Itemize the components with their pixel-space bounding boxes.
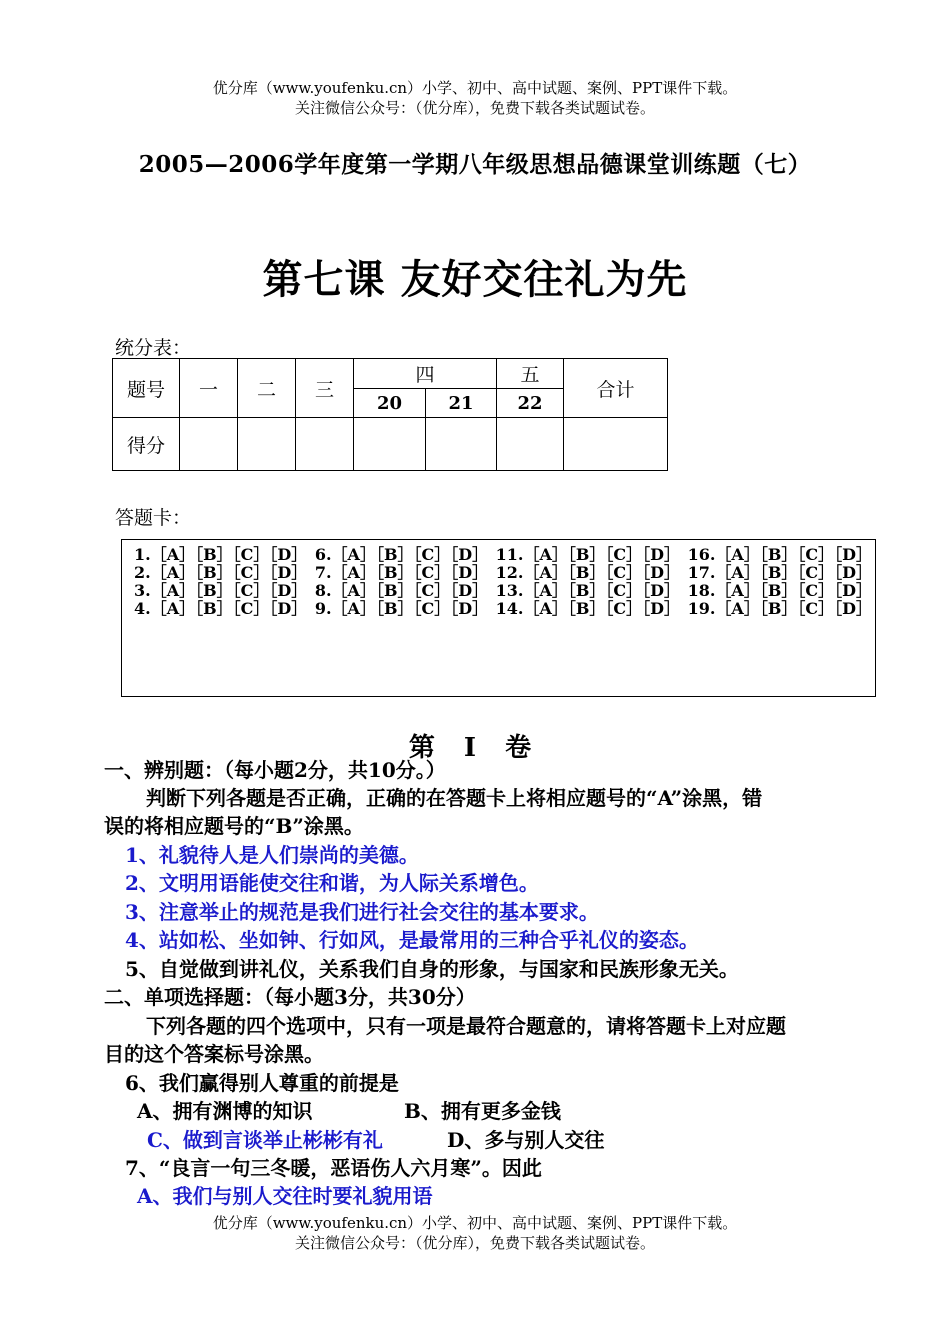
score-sub-22: 22 xyxy=(497,389,564,418)
answer-card-line-4: 4.［A］［B］［C］［D］ 9.［A］［B］［C］［D］ 14.［A］［B］［C］［D］ 19.［A］［B］［C］［D］ xyxy=(134,599,872,618)
score-cell[interactable] xyxy=(180,418,238,471)
lesson-title: 第七课 友好交往礼为先 xyxy=(262,256,688,303)
section1-instruction-2: 误的将相应题号的“B”涂黑。 xyxy=(104,814,364,838)
answer-card xyxy=(121,539,876,697)
question-1: 1、礼貌待人是人们崇尚的美德。 xyxy=(125,843,419,867)
question-6-option-a: A、拥有渊博的知识 xyxy=(137,1099,313,1123)
score-table xyxy=(112,358,668,471)
score-col-5: 五 xyxy=(497,359,564,389)
section2-instruction-2: 目的这个答案标号涂黑。 xyxy=(104,1042,324,1066)
score-cell[interactable] xyxy=(354,418,426,471)
score-cell[interactable] xyxy=(238,418,296,471)
header-line-1: 优分库（www.youfenku.cn）小学、初中、高中试题、案例、PPT课件下载。 xyxy=(212,79,738,97)
score-col-1: 一 xyxy=(180,359,238,418)
score-sub-20: 20 xyxy=(354,389,426,418)
section1-heading: 一、辨别题：（每小题2分，共10分。） xyxy=(104,758,446,782)
question-3: 3、注意举止的规范是我们进行社会交往的基本要求。 xyxy=(125,900,599,924)
footer-line-2: 关注微信公众号：（优分库），免费下载各类试题试卷。 xyxy=(294,1234,655,1252)
score-col-4: 四 xyxy=(354,359,497,389)
answer-card-line-2: 2.［A］［B］［C］［D］ 7.［A］［B］［C］［D］ 12.［A］［B］［C］［D］ 17.［A］［B］［C］［D］ xyxy=(134,563,872,582)
score-row-label: 得分 xyxy=(113,418,180,471)
question-7-option-a: A、我们与别人交往时要礼貌用语 xyxy=(137,1184,433,1208)
question-2: 2、文明用语能使交往和谐，为人际关系增色。 xyxy=(125,871,539,895)
footer-line-1: 优分库（www.youfenku.cn）小学、初中、高中试题、案例、PPT课件下载。 xyxy=(212,1214,738,1232)
score-cell[interactable] xyxy=(426,418,497,471)
question-6-option-c: C、做到言谈举止彬彬有礼 xyxy=(147,1128,383,1152)
header-line-2: 关注微信公众号：（优分库），免费下载各类试题试卷。 xyxy=(294,99,655,117)
question-7: 7、“良言一句三冬暖，恶语伤人六月寒”。因此 xyxy=(125,1156,542,1180)
score-sub-21: 21 xyxy=(426,389,497,418)
section2-instruction-1: 下列各题的四个选项中，只有一项是最符合题意的，请将答题卡上对应题 xyxy=(146,1014,786,1038)
section1-instruction-1: 判断下列各题是否正确，正确的在答题卡上将相应题号的“A”涂黑，错 xyxy=(146,786,763,810)
score-cell[interactable] xyxy=(497,418,564,471)
answer-card-label: 答题卡： xyxy=(115,507,192,529)
document-title: 2005—2006学年度第一学期八年级思想品德课堂训练题（七） xyxy=(138,151,812,178)
section2-heading: 二、单项选择题：（每小题3分，共30分） xyxy=(104,985,476,1009)
page-footer xyxy=(0,1213,950,1253)
volume-title: 第 Ⅰ 卷 xyxy=(408,733,542,763)
question-6-option-b: B、拥有更多金钱 xyxy=(404,1099,561,1123)
page-header xyxy=(0,78,950,118)
score-table-label: 统分表： xyxy=(115,337,192,359)
score-col-2: 二 xyxy=(238,359,296,418)
question-6: 6、我们赢得别人尊重的前提是 xyxy=(125,1071,399,1095)
question-4: 4、站如松、坐如钟、行如风，是最常用的三种合乎礼仪的姿态。 xyxy=(125,928,699,952)
score-table-row-header: 题号 xyxy=(113,359,180,418)
score-col-3: 三 xyxy=(296,359,354,418)
score-cell[interactable] xyxy=(564,418,668,471)
question-6-option-d: D、多与别人交往 xyxy=(447,1128,605,1152)
answer-card-line-1: 1.［A］［B］［C］［D］ 6.［A］［B］［C］［D］ 11.［A］［B］［C］［D］ 16.［A］［B］［C］［D］ xyxy=(134,545,872,564)
question-5: 5、自觉做到讲礼仪，关系我们自身的形象，与国家和民族形象无关。 xyxy=(125,957,739,981)
answer-card-line-3: 3.［A］［B］［C］［D］ 8.［A］［B］［C］［D］ 13.［A］［B］［C］［D］ 18.［A］［B］［C］［D］ xyxy=(134,581,872,600)
score-col-total: 合计 xyxy=(564,359,668,418)
score-cell[interactable] xyxy=(296,418,354,471)
